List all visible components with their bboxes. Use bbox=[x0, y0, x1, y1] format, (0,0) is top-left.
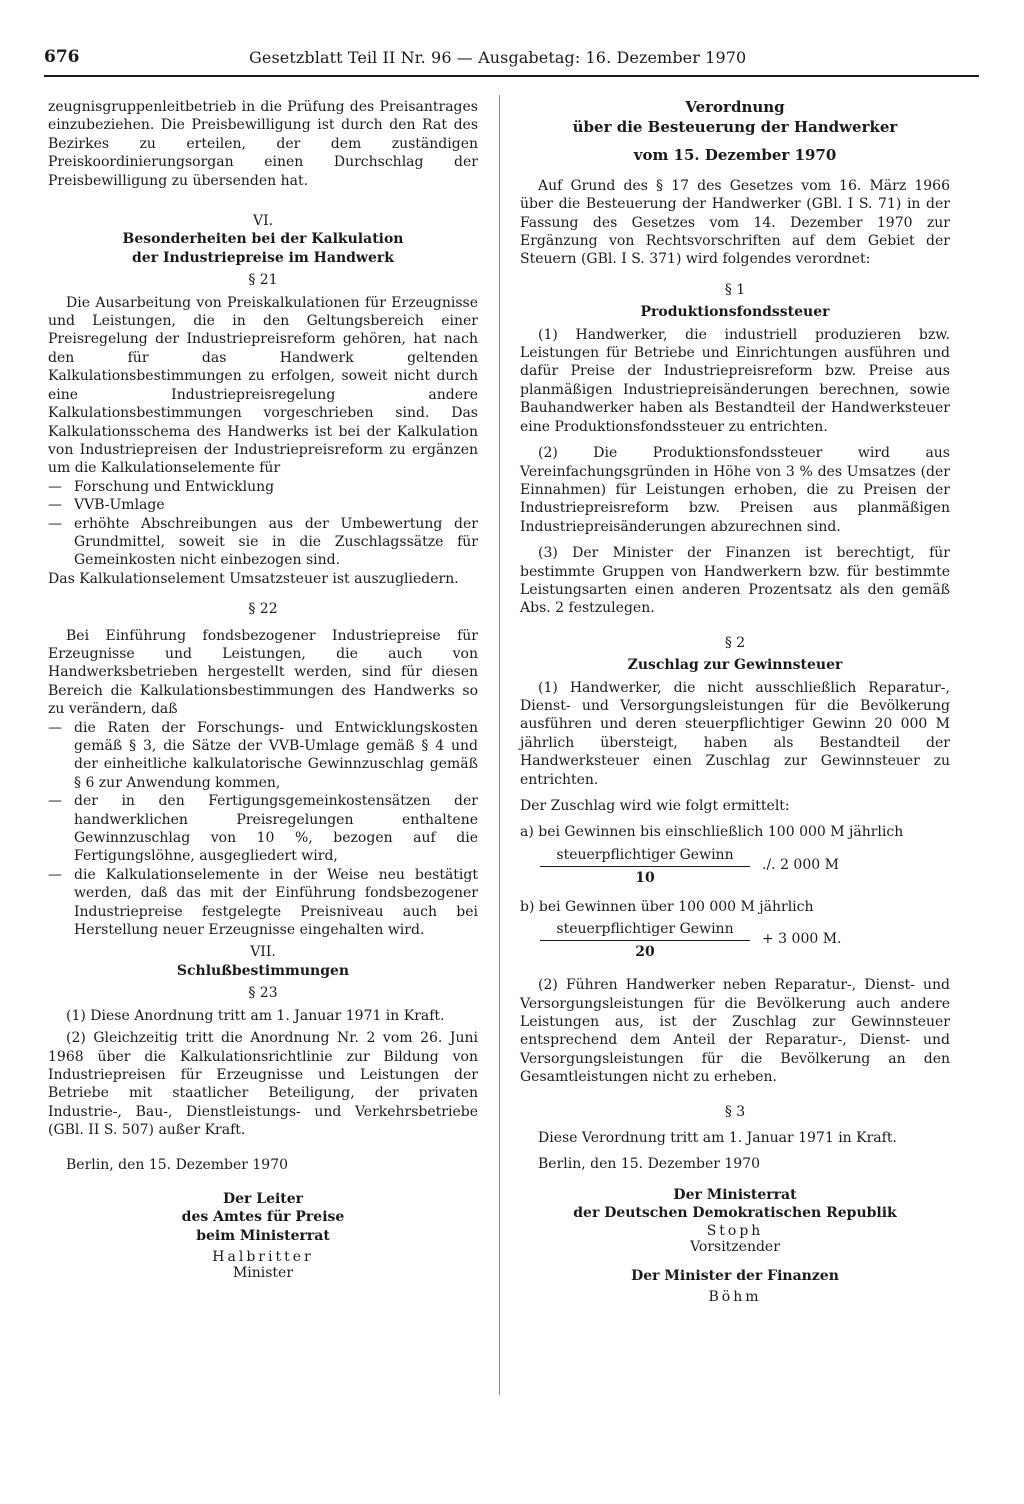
paragraph-23-subsection-2: (2) Gleichzeitig tritt die Anordnung Nr. 2 vom 26. Juni 1968 über die Kalkulationsrichtlinie zur Bildung von Industriepreisen für Erzeugnisse und Leistungen der Betriebe mit staatlicher Beteiligung, der privaten Industrie-, Bau-, Dienstleistungs- und Verkehrsbetriebe (GBl. II S. 507) außer Kraft. bbox=[48, 1030, 478, 1139]
decree-preamble: Auf Grund des § 17 des Gesetzes vom 16. März 1966 über die Besteuerung der Handwerker (GBl. I S. 71) in der Fassung des Gesetzes vom 14. Dezember 1970 zur Ergänzung von Rechtsvorschriften auf dem Gebiet der Steuern (GBl. I S. 371) wird folgendes verordnet: bbox=[520, 177, 950, 268]
section-2-subsection-2: (2) Führen Handwerker neben Reparatur-, Dienst- und Versorgungsleistungen für die Bevölkerung auch andere Leistungen aus, ist der Zuschlag zur Gewinnsteuer entsprechend dem Anteil der Reparatur-, Dienst- und Versorgungsleistungen für die Bevölkerung an den Gesamtleistungen nicht zu erheben. bbox=[520, 977, 950, 1086]
paragraph-23-subsection-1: (1) Diese Anordnung tritt am 1. Januar 1971 in Kraft. bbox=[66, 1007, 445, 1024]
signatory-1-role: Vorsitzender bbox=[690, 1238, 780, 1255]
paragraph-heading-22: § 22 bbox=[248, 601, 278, 618]
paragraph-heading-23: § 23 bbox=[248, 985, 278, 1002]
section-2-subsection-1: (1) Handwerker, die nicht ausschließlich Reparatur-, Dienst- und Versorgungsleistungen für die Bevölkerung ausführen und deren steuerpflichtiger Gewinn 20 000 M jährlich übersteigt, haben als Bestandteil der Handwerksteuer einen Zuschlag zur Gewinnsteuer zu entrichten. bbox=[520, 679, 950, 788]
place-date: Berlin, den 15. Dezember 1970 bbox=[538, 1156, 761, 1173]
case-b-label: b) bei Gewinnen über 100 000 M jährlich bbox=[520, 898, 814, 915]
running-title: Gesetzblatt Teil II Nr. 96 — Ausgabetag: 16. Dezember 1970 bbox=[249, 48, 747, 67]
paragraph-22-text: Bei Einführung fondsbezogener Industriepreise für Erzeugnisse und Leistungen, die auch von Handwerksbetrieben hergestellt werden, sind für diesen Bereich die Kalkulationsbestimmungen des Handwerks so zu verändern, daß bbox=[48, 627, 478, 718]
fraction-b bbox=[540, 920, 750, 961]
fraction-a-denominator: 10 bbox=[635, 869, 655, 886]
signatory-title-line2: des Amtes für Preise bbox=[181, 1209, 345, 1226]
list-item: — der in den Fertigungsgemeinkostensätzen der handwerklichen Preisregelungen enthaltene Gewinnzuschlag von 10 %, bezogen auf die Fertigungslöhne, ausgegliedert wird, bbox=[48, 792, 478, 866]
section-number-vi: VI. bbox=[252, 213, 274, 230]
paragraph-heading-21: § 21 bbox=[248, 272, 278, 289]
decree-title-line2: über die Besteuerung der Handwerker bbox=[572, 118, 898, 137]
section-heading-1: § 1 bbox=[724, 281, 746, 298]
list-item: — die Kalkulationselemente in der Weise neu bestätigt werden, daß das mit der Einführung fondsbezogener Industriepreise festgelegte Preisniveau auch bei Herstellung neuer Erzeugnisse eingehalten wird. bbox=[48, 866, 478, 940]
signatory-name: Halbritter bbox=[212, 1249, 314, 1266]
case-a-label: a) bei Gewinnen bis einschließlich 100 000 M jährlich bbox=[520, 824, 904, 841]
list-item: — Forschung und Entwicklung bbox=[48, 478, 478, 496]
section-3-text: Diese Verordnung tritt am 1. Januar 1971 in Kraft. bbox=[538, 1130, 897, 1147]
section-1-subsection-2: (2) Die Produktionsfondssteuer wird aus Vereinfachungsgründen in Höhe von 3 % des Umsatzes (der Einnahmen) für Leistungen erhoben, die zu Preisen der Industriepreisreform bzw. Preisen aus planmäßigen Industriepreisänderungen abzurechnen sind. bbox=[520, 445, 950, 535]
fraction-b-denominator: 20 bbox=[635, 944, 655, 961]
list-item: — VVB-Umlage bbox=[48, 496, 478, 514]
page-number: 676 bbox=[44, 47, 80, 67]
signatory-title-line3: beim Ministerrat bbox=[196, 1227, 330, 1244]
list-item: — erhöhte Abschreibungen aus der Umbewertung der Grundmittel, soweit sie in die Zuschlagssätze für Gemeinkosten nicht einbezogen sind. bbox=[48, 515, 478, 570]
section-heading-3: § 3 bbox=[724, 1103, 746, 1120]
signatory-1-title-line1: Der Ministerrat bbox=[673, 1186, 797, 1203]
continued-paragraph: zeugnisgruppenleitbetrieb in die Prüfung des Preisantrages einzubeziehen. Die Preisbewilligung ist durch den Rat des Bezirkes zu erteilen, der dem zuständigen Preiskoordinierungsorgan einen Durchschlag der Preisbewilligung zu übersenden hat. bbox=[48, 99, 478, 189]
paragraph-22-list bbox=[48, 719, 478, 940]
formula-a bbox=[520, 846, 950, 886]
fraction-a bbox=[540, 846, 750, 887]
section-title-1: Produktionsfondssteuer bbox=[640, 304, 830, 321]
decree-title-line1: Verordnung bbox=[685, 98, 785, 116]
place-date: Berlin, den 15. Dezember 1970 bbox=[66, 1156, 289, 1173]
signatory-role: Minister bbox=[232, 1265, 294, 1282]
signatory-2-name: Böhm bbox=[708, 1289, 762, 1306]
paragraph-21-list bbox=[48, 478, 478, 570]
signatory-2-title: Der Minister der Finanzen bbox=[631, 1267, 839, 1284]
list-item: — die Raten der Forschungs- und Entwicklungskosten gemäß § 3, die Sätze der VVB-Umlage gemäß § 4 und der einheitliche kalkulatorische Gewinnzuschlag gemäß § 6 zur Anwendung kommen, bbox=[48, 719, 478, 793]
fraction-bar bbox=[540, 940, 750, 941]
right-column bbox=[520, 98, 950, 1305]
paragraph-21-text: Die Ausarbeitung von Preiskalkulationen für Erzeugnisse und Leistungen, die in den Geltungsbereich einer Preisregelung der Industriepreisreform gehören, hat nach den für das Handwerk geltenden Kalkulationsbestimmungen zu erfolgen, soweit nicht durch eine Industriepreisregelung andere Kalkulationsbestimmungen vorgeschrieben sind. Das Kalkulationsschema des Handwerks ist bei der Kalkulation von Industriepreisen der Industriepreisreform zu ergänzen um die Kalkulationselemente für bbox=[48, 294, 478, 477]
fraction-a-numerator: steuerpflichtiger Gewinn bbox=[556, 846, 734, 863]
fraction-b-numerator: steuerpflichtiger Gewinn bbox=[556, 921, 734, 938]
formula-b-term: + 3 000 M. bbox=[762, 931, 842, 948]
signatory-1-name: Stoph bbox=[706, 1222, 764, 1239]
section-heading-2: § 2 bbox=[724, 634, 746, 651]
fraction-bar bbox=[540, 866, 750, 867]
section-1-subsection-3: (3) Der Minister der Finanzen ist berechtigt, für bestimmte Gruppen von Handwerkern bzw. für bestimmte Leistungsarten einen anderen Prozentsatz als den gemäß Abs. 2 festzulegen. bbox=[520, 545, 950, 617]
section-title-vi-line1: Besonderheiten bei der Kalkulation bbox=[122, 231, 404, 248]
paragraph-21-tail: Das Kalkulationselement Umsatzsteuer ist auszugliedern. bbox=[48, 570, 459, 587]
decree-date: vom 15. Dezember 1970 bbox=[633, 146, 837, 165]
calculation-intro: Der Zuschlag wird wie folgt ermittelt: bbox=[520, 798, 790, 814]
section-1-subsection-1: (1) Handwerker, die industriell produzieren bzw. Leistungen für Betriebe und Einrichtungen ausführen und dafür Preise der Industriepreisreform bzw. Preise aus planmäßigen Industriepreisänderungen berechnen, sowie Bauhandwerker haben als Bestandteil der Handwerksteuer eine Produktionsfondssteuer zu entrichten. bbox=[520, 326, 950, 435]
signatory-title-line1: Der Leiter bbox=[222, 1190, 304, 1207]
section-title-2: Zuschlag zur Gewinnsteuer bbox=[627, 657, 843, 674]
column-divider bbox=[499, 95, 500, 1395]
section-title-vi-line2: der Industriepreise im Handwerk bbox=[132, 249, 394, 266]
left-column bbox=[48, 98, 478, 1281]
section-number-vii: VII. bbox=[250, 944, 276, 961]
formula-a-term: ./. 2 000 M bbox=[762, 856, 839, 873]
signatory-1-title-line2: der Deutschen Demokratischen Republik bbox=[573, 1205, 897, 1222]
page-header bbox=[44, 44, 979, 77]
section-title-vii: Schlußbestimmungen bbox=[176, 962, 350, 979]
formula-b bbox=[520, 920, 950, 960]
